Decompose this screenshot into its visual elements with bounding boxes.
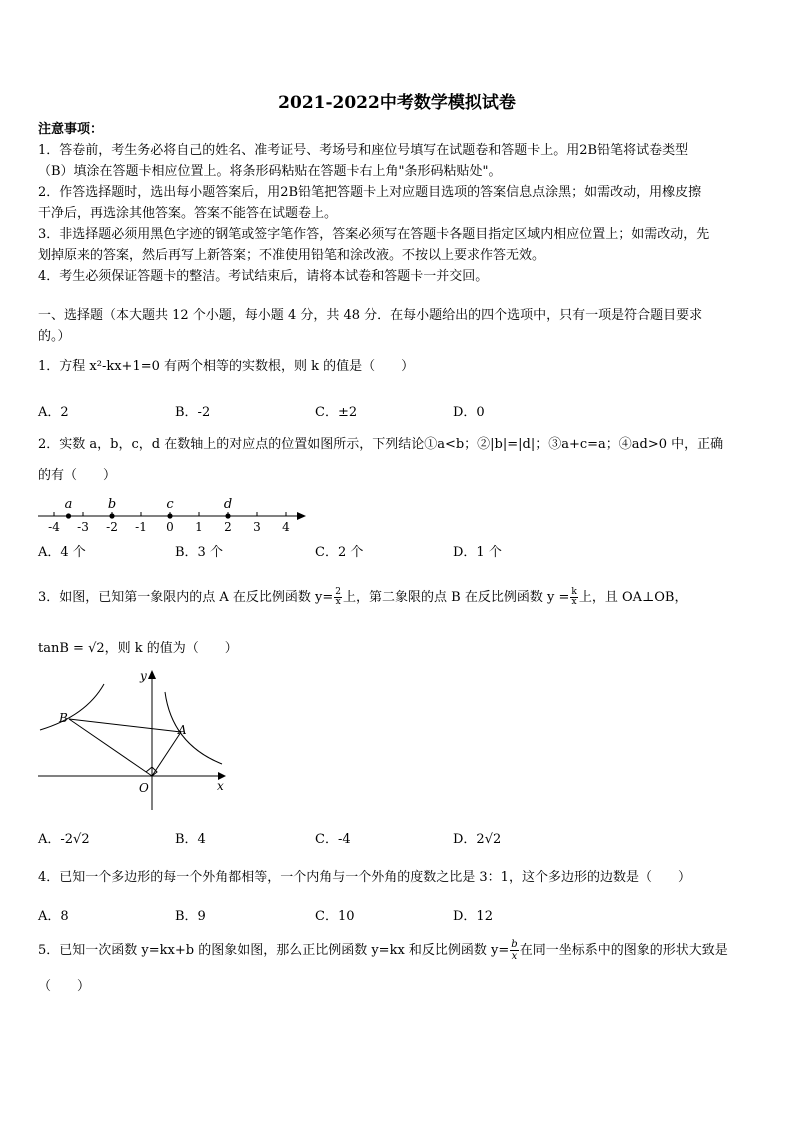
number-line-tick-label: 2 [224, 520, 232, 534]
q5-stem [38, 939, 728, 962]
notice-line: 干净后，再选涂其他答案。答案不能答在试题卷上。 [38, 206, 338, 221]
section-heading-line2: 的。） [38, 329, 71, 344]
q3-stem-part2: 上，第二象限的点 B 在反比例函数 y = [343, 590, 570, 605]
q4-option-d[interactable]: D．12 [453, 909, 493, 924]
q3-y-arrow [148, 670, 156, 679]
q3-stem-part1: 3．如图，已知第一象限内的点 A 在反比例函数 y= [38, 590, 334, 605]
q4-stem: 4．已知一个多边形的每一个外角都相等，一个内角与一个外角的度数之比是 3：1，这个多边形的边数是（ ） [38, 870, 691, 885]
number-line-tick-label: -3 [77, 520, 89, 534]
q3-fraction-2 [570, 588, 577, 607]
number-line-arrow [297, 512, 306, 520]
notice-line: 2．作答选择题时，选出每小题答案后，用2B铅笔把答题卡上对应题目选项的答案信息点涂黑；如需改动，用橡皮擦 [38, 185, 702, 200]
number-line-point-c [167, 513, 172, 518]
notice-line: 1．答卷前，考生务必将自己的姓名、准考证号、考场号和座位号填写在试题卷和答题卡上。用2B铅笔将试卷类型 [38, 143, 689, 158]
q1-option-d[interactable]: D．0 [453, 405, 485, 420]
number-line-point-label: d [223, 497, 233, 512]
q3-frac1-numerator: 2 [335, 587, 342, 597]
q3-stem-part3: 上，且 OA⊥OB， [578, 590, 688, 605]
q3-stem [38, 587, 687, 608]
q3-label-o: O [139, 781, 149, 795]
q5-stem-part2: 在同一坐标系中的图象的形状大致是 [519, 943, 728, 958]
q3-curve-ykx [40, 684, 104, 730]
number-line-point-b [109, 513, 114, 518]
q3-label-x: x [217, 779, 224, 793]
q3-option-c[interactable]: C．-4 [315, 832, 351, 847]
q4-option-b[interactable]: B．9 [175, 909, 206, 924]
q1-option-c[interactable]: C．±2 [315, 405, 358, 420]
number-line-tick-label: 1 [195, 520, 203, 534]
q3-curve-y2x [165, 692, 222, 764]
q5-fraction [510, 939, 518, 962]
q3-fraction-1 [334, 588, 342, 607]
number-line-tick-label: 4 [282, 520, 290, 534]
number-line-tick-label: -2 [106, 520, 118, 534]
number-line-figure [36, 488, 311, 536]
number-line-point-label: a [64, 497, 73, 512]
q5-frac-numerator: b [511, 939, 518, 950]
number-line-point-d [225, 513, 230, 518]
notice-line: 划掉原来的答案，然后再写上新答案；不准使用铅笔和涂改液。不按以上要求作答无效。 [38, 248, 546, 263]
q2-option-a[interactable]: A．4 个 [38, 545, 86, 560]
q3-option-a[interactable]: A．-2√2 [38, 832, 90, 847]
q3-sqrt2: √2 [88, 641, 105, 656]
q4-option-c[interactable]: C．10 [315, 909, 355, 924]
q3-stem-line2 [38, 638, 238, 659]
q3-frac1-denominator: x [335, 597, 341, 607]
q3-tan-label: tanB = [38, 641, 89, 656]
q3-option-b[interactable]: B．4 [175, 832, 206, 847]
number-line-tick-label: -1 [135, 520, 147, 534]
notice-line: 3．非选择题必须用黑色字迹的钢笔或签字笔作答，答案必须写在答题卡各题目指定区域内相应位置上；如需改动，先 [38, 227, 710, 242]
number-line-tick-label: 0 [166, 520, 174, 534]
q3-frac2-numerator: k [571, 587, 577, 597]
q1-option-a[interactable]: A．2 [38, 405, 69, 420]
q5-stem-part1: 5．已知一次函数 y=kx+b 的图象如图，那么正比例函数 y=kx 和反比例函数 y= [38, 943, 510, 958]
q1-option-b[interactable]: B．-2 [175, 405, 211, 420]
page-title: 2021-2022中考数学模拟试卷 [278, 93, 516, 113]
notice-line: （B）填涂在答题卡相应位置上。将条形码粘贴在答题卡右上角"条形码粘贴处"。 [38, 164, 502, 179]
q1-stem: 1．方程 x²-kx+1=0 有两个相等的实数根，则 k 的值是（ ） [38, 359, 415, 374]
number-line-point-label: c [166, 497, 174, 512]
q3-label-a: A [178, 723, 187, 737]
q3-tan-rest: ，则 k 的值为（ ） [104, 641, 238, 656]
q2-option-b[interactable]: B．3 个 [175, 545, 223, 560]
notice-heading: 注意事项： [38, 122, 104, 137]
q3-option-d[interactable]: D．2√2 [453, 832, 502, 847]
q2-stem-line2: 的有（ ） [38, 468, 117, 483]
number-line-point-a [66, 513, 71, 518]
q3-segment-oa [152, 732, 181, 776]
number-line-tick-label: 3 [253, 520, 261, 534]
q2-option-c[interactable]: C．2 个 [315, 545, 364, 560]
section-heading-line1: 一、选择题（本大题共 12 个小题，每小题 4 分，共 48 分．在每小题给出的四个选项中，只有一项是符合题目要求 [38, 308, 703, 323]
q3-figure [36, 664, 236, 816]
number-line-tick-label: -4 [48, 520, 60, 534]
q3-frac2-denominator: x [571, 597, 577, 607]
q5-frac-denominator: x [511, 951, 518, 962]
q5-stem-line2: （ ） [38, 979, 91, 994]
q2-stem-line1: 2．实数 a，b，c，d 在数轴上的对应点的位置如图所示，下列结论①a<b；②|b|=|d|；③a+c=a；④ad>0 中，正确 [38, 437, 724, 452]
q4-option-a[interactable]: A．8 [38, 909, 69, 924]
notice-line: 4．考生必须保证答题卡的整洁。考试结束后，请将本试卷和答题卡一并交回。 [38, 269, 489, 284]
q3-label-y: y [140, 669, 147, 683]
number-line-point-label: b [107, 497, 117, 512]
q2-option-d[interactable]: D．1 个 [453, 545, 502, 560]
q3-label-b: B [59, 711, 68, 725]
